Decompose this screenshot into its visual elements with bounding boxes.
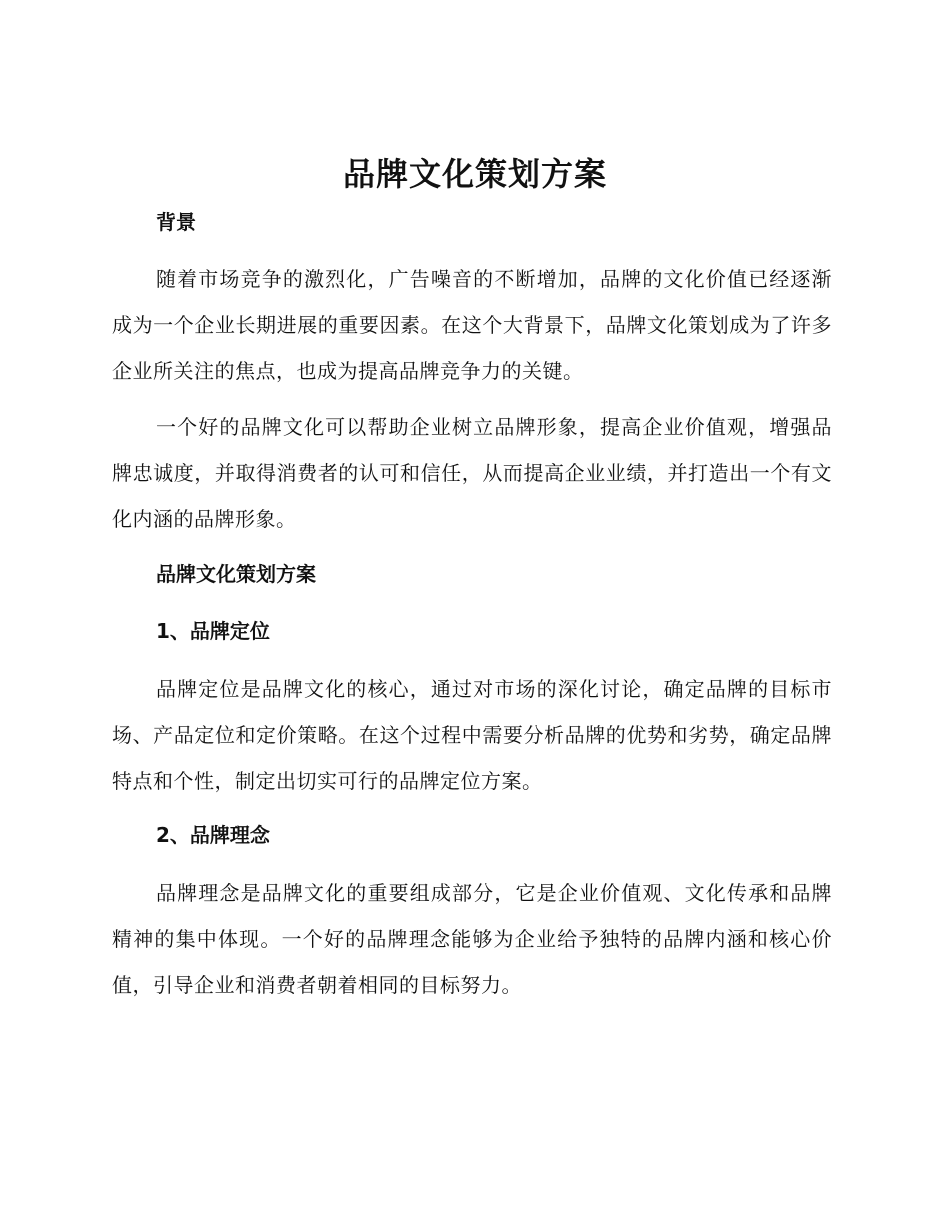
paragraph-background-2: 一个好的品牌文化可以帮助企业树立品牌形象，提高企业价值观，增强品牌忠诚度，并取得消费者的认可和信任，从而提高企业业绩，并打造出一个有文化内涵的品牌形象。 xyxy=(112,415,832,531)
paragraph-background-1: 随着市场竞争的激烈化，广告噪音的不断增加，品牌的文化价值已经逐渐成为一个企业长期进展的重要因素。在这个大背景下，品牌文化策划成为了许多企业所关注的焦点，也成为提高品牌竞争力的关键。 xyxy=(112,267,832,383)
paragraph-positioning: 品牌定位是品牌文化的核心，通过对市场的深化讨论，确定品牌的目标市场、产品定位和定价策略。在这个过程中需要分析品牌的优势和劣势，确定品牌特点和个性，制定出切实可行的品牌定位方案。 xyxy=(112,677,832,793)
paragraph-concept: 品牌理念是品牌文化的重要组成部分，它是企业价值观、文化传承和品牌精神的集中体现。一个好的品牌理念能够为企业给予独特的品牌内涵和核心价值，引导企业和消费者朝着相同的目标努力。 xyxy=(112,881,832,997)
section-heading-plan: 品牌文化策划方案 xyxy=(156,562,316,586)
section-heading-concept: 2、品牌理念 xyxy=(156,823,270,847)
section-heading-background: 背景 xyxy=(156,210,196,234)
section-heading-positioning: 1、品牌定位 xyxy=(156,619,270,643)
document-title: 品牌文化策划方案 xyxy=(342,155,607,193)
